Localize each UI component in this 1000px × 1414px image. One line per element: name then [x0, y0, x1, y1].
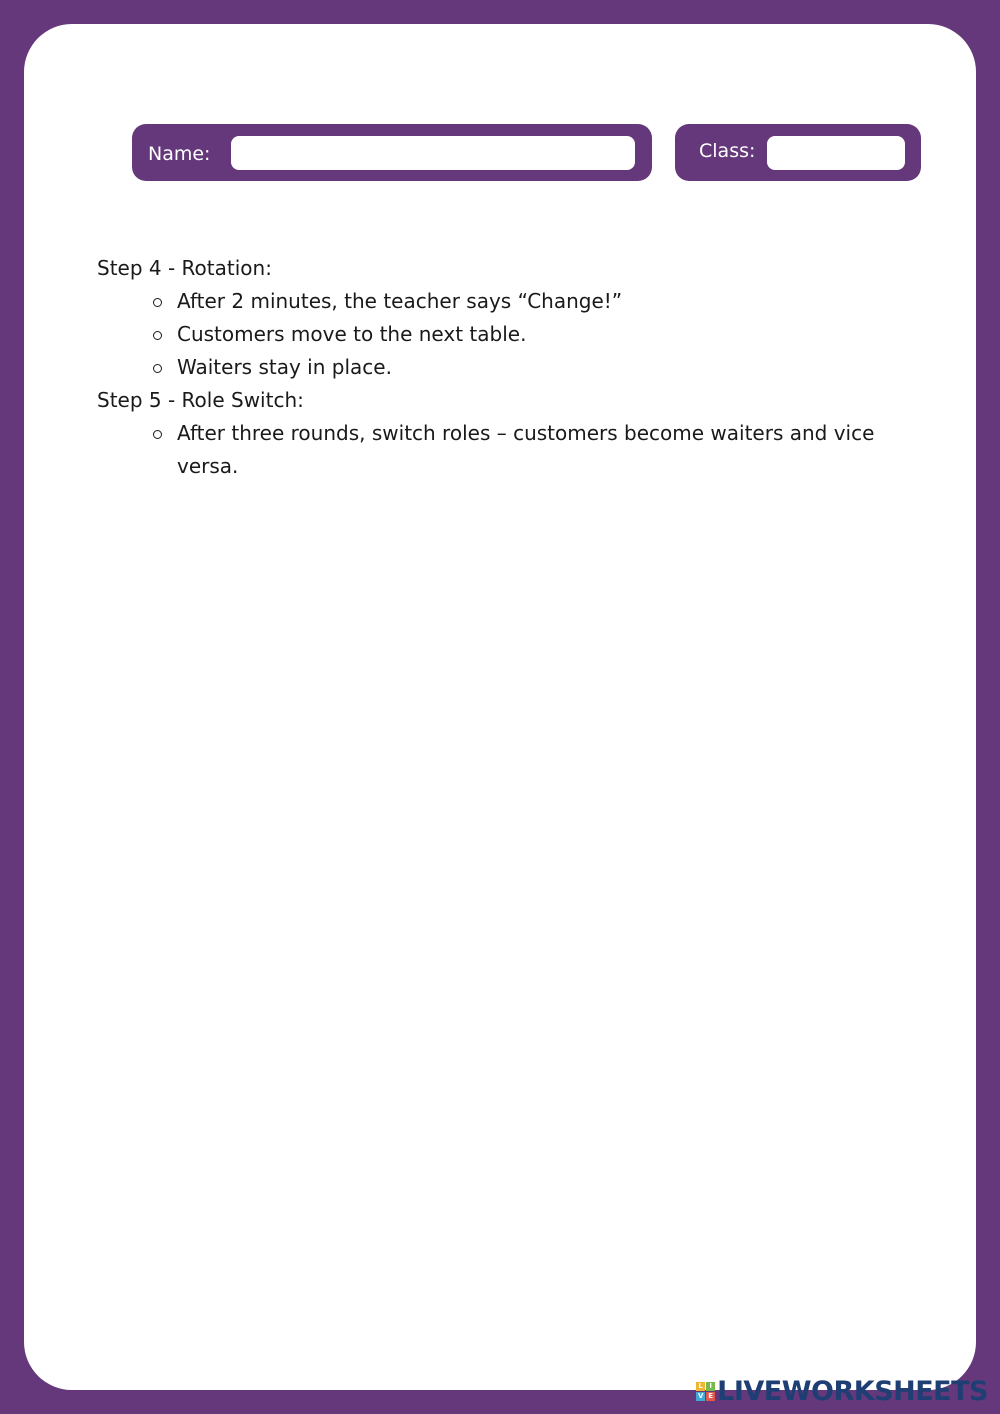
list-item [177, 285, 937, 318]
bullet-circle-icon [153, 298, 162, 307]
name-label: Name: [148, 143, 211, 165]
logo-mark-letter: L [696, 1382, 705, 1391]
name-field-box [132, 124, 652, 181]
name-input[interactable] [231, 136, 635, 170]
bullet-text: Waiters stay in place. [177, 355, 392, 379]
bullet-circle-icon [153, 430, 162, 439]
bullet-circle-icon [153, 331, 162, 340]
step-5 [97, 384, 937, 483]
bullet-text: Customers move to the next table. [177, 322, 527, 346]
logo-text: LIVEWORKSHEETS [717, 1375, 988, 1407]
step-heading: Step 4 - Rotation: [97, 256, 272, 280]
bullet-circle-icon [153, 364, 162, 373]
class-input[interactable] [767, 136, 905, 170]
liveworksheets-mark-icon [696, 1382, 715, 1401]
worksheet-page [24, 24, 976, 1390]
instructions [97, 252, 937, 483]
step-bullet-list [97, 285, 937, 384]
logo-mark-letter: I [706, 1382, 715, 1391]
step-heading: Step 5 - Role Switch: [97, 388, 304, 412]
list-item [177, 417, 937, 483]
bullet-text: After three rounds, switch roles – customers become waiters and vice versa. [177, 421, 875, 478]
step-bullet-list [97, 417, 937, 483]
liveworksheets-logo [696, 1376, 988, 1406]
bullet-text: After 2 minutes, the teacher says “Change!” [177, 289, 623, 313]
list-item [177, 318, 937, 351]
list-item [177, 351, 937, 384]
logo-mark-letter: V [697, 1391, 704, 1400]
step-4 [97, 252, 937, 384]
class-label: Class: [699, 140, 756, 162]
class-field-box [675, 124, 921, 181]
logo-mark-letter: E [706, 1392, 715, 1401]
